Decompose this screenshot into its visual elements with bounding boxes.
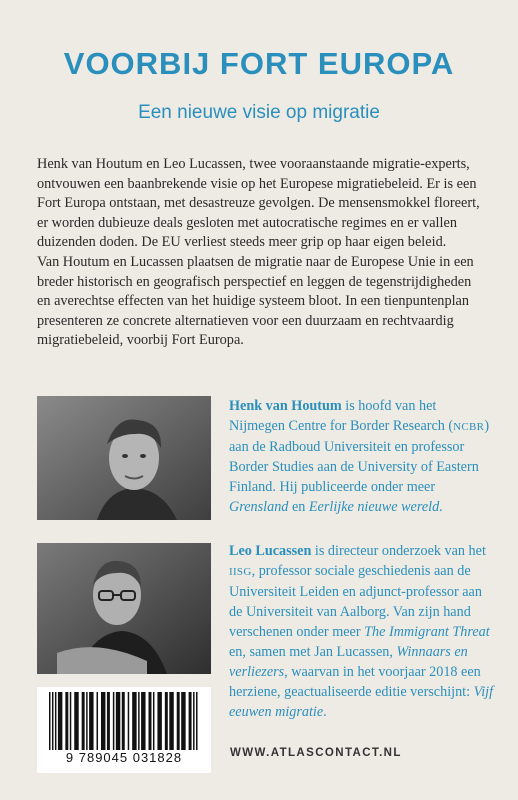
book-subtitle: Een nieuwe visie op migratie xyxy=(138,102,380,123)
barcode-bar xyxy=(122,692,125,750)
barcode-bar xyxy=(189,692,192,750)
book-title: VOORBIJ FORT EUROPA xyxy=(63,46,455,81)
blurb-paragraph: Henk van Houtum en Leo Lucassen, twee vooraanstaande migratie-experts, ontvouwen een baanbrekende visie op het Europese migratiebeleid. Er is een Fort Europa ontstaan, met desastreuze gevolgen. De mensensmokkel floreert, er worden dubieuze deals gesloten met autocratische regimes en er vallen duizenden doden. De EU verliest steeds meer grip op haar eigen beleid. xyxy=(37,156,480,251)
bio-text: ) aan de Radboud Universiteit en professor Border Studies aan de University of Eastern Finland. Hij publiceerde onder meer xyxy=(229,418,490,495)
barcode-bar xyxy=(97,692,98,750)
bio-text: , professor sociale geschiedenis aan de Universiteit Leiden en adjunct-professor aan de Universiteit van Aalborg. Van zijn hand verschenen onder meer xyxy=(229,563,482,640)
author-bio-leo-lucassen xyxy=(229,541,494,722)
author-photo-henk-van-houtum xyxy=(37,396,211,520)
bio-abbreviation: IISG xyxy=(229,566,252,578)
barcode-bar xyxy=(128,692,129,750)
barcode-bar xyxy=(177,692,180,750)
bio-text: en xyxy=(288,499,309,515)
barcode-bar xyxy=(107,692,110,750)
book-title-reference: Eerlijke nieuwe wereld xyxy=(308,499,440,515)
barcode-bar xyxy=(153,692,154,750)
barcode-bar xyxy=(165,692,168,750)
barcode-bar xyxy=(116,692,120,750)
barcode-bar xyxy=(58,692,62,750)
barcode-bar xyxy=(49,692,50,750)
barcode-bar xyxy=(113,692,114,750)
barcode-bar xyxy=(138,692,139,750)
barcode xyxy=(37,687,211,773)
barcode-bar xyxy=(181,692,185,750)
barcode-bar xyxy=(86,692,87,750)
barcode-bar xyxy=(82,692,85,750)
barcode-bar xyxy=(149,692,152,750)
barcode-bar xyxy=(132,692,136,750)
author-bio-henk-van-houtum xyxy=(229,396,494,517)
barcode-bar xyxy=(52,692,53,750)
blurb-paragraph: Van Houtum en Lucassen plaatsen de migratie naar de Europese Unie in een breder historisch en geografisch perspectief en leggen de tegenstrijdigheden en averechtse effecten van het huidige systeem bloot. In een tienpuntenplan presenteren ze concrete alternatieven voor een duurzaam en rechtvaardig migratiebeleid, voorbij Fort Europa. xyxy=(37,253,474,349)
barcode-bar xyxy=(89,692,93,750)
book-title-reference: Winnaars en verliezers xyxy=(229,644,468,680)
bio-text: en, samen met Jan Lucassen, xyxy=(229,644,397,660)
barcode-bar xyxy=(157,692,161,750)
book-title-reference: Grensland xyxy=(229,499,289,515)
barcode-bar xyxy=(74,692,78,750)
bio-text: . xyxy=(439,499,443,515)
bio-text: , waarvan in het voorjaar 2018 een herziene, geactualiseerde editie verschijnt: xyxy=(229,664,481,700)
author-name: Leo Lucassen xyxy=(229,543,312,559)
isbn-number: 9 789045 031828 xyxy=(65,750,183,765)
bio-text: . xyxy=(323,704,327,720)
barcode-bar xyxy=(101,692,105,750)
author-name: Henk van Houtum xyxy=(229,398,342,414)
book-title-reference: The Immigrant Threat xyxy=(364,624,490,640)
book-title-reference: Vijf eeuwen migratie xyxy=(229,684,494,720)
publisher-website: WWW.ATLASCONTACT.NL xyxy=(230,747,402,759)
barcode-bar xyxy=(55,692,56,750)
bio-text: is hoofd van het Nijmegen Centre for Border Research ( xyxy=(229,398,454,434)
barcode-bar xyxy=(70,692,71,750)
blurb xyxy=(37,155,487,351)
barcode-bar xyxy=(65,692,68,750)
author-photo-leo-lucassen xyxy=(37,543,211,674)
barcode-bar xyxy=(141,692,145,750)
barcode-bar xyxy=(169,692,173,750)
bio-abbreviation: NCBR xyxy=(453,421,485,433)
barcode-bar xyxy=(196,692,197,750)
bio-text: is directeur onderzoek van het xyxy=(311,543,486,559)
barcode-bar xyxy=(193,692,194,750)
barcode-bars xyxy=(49,692,199,750)
